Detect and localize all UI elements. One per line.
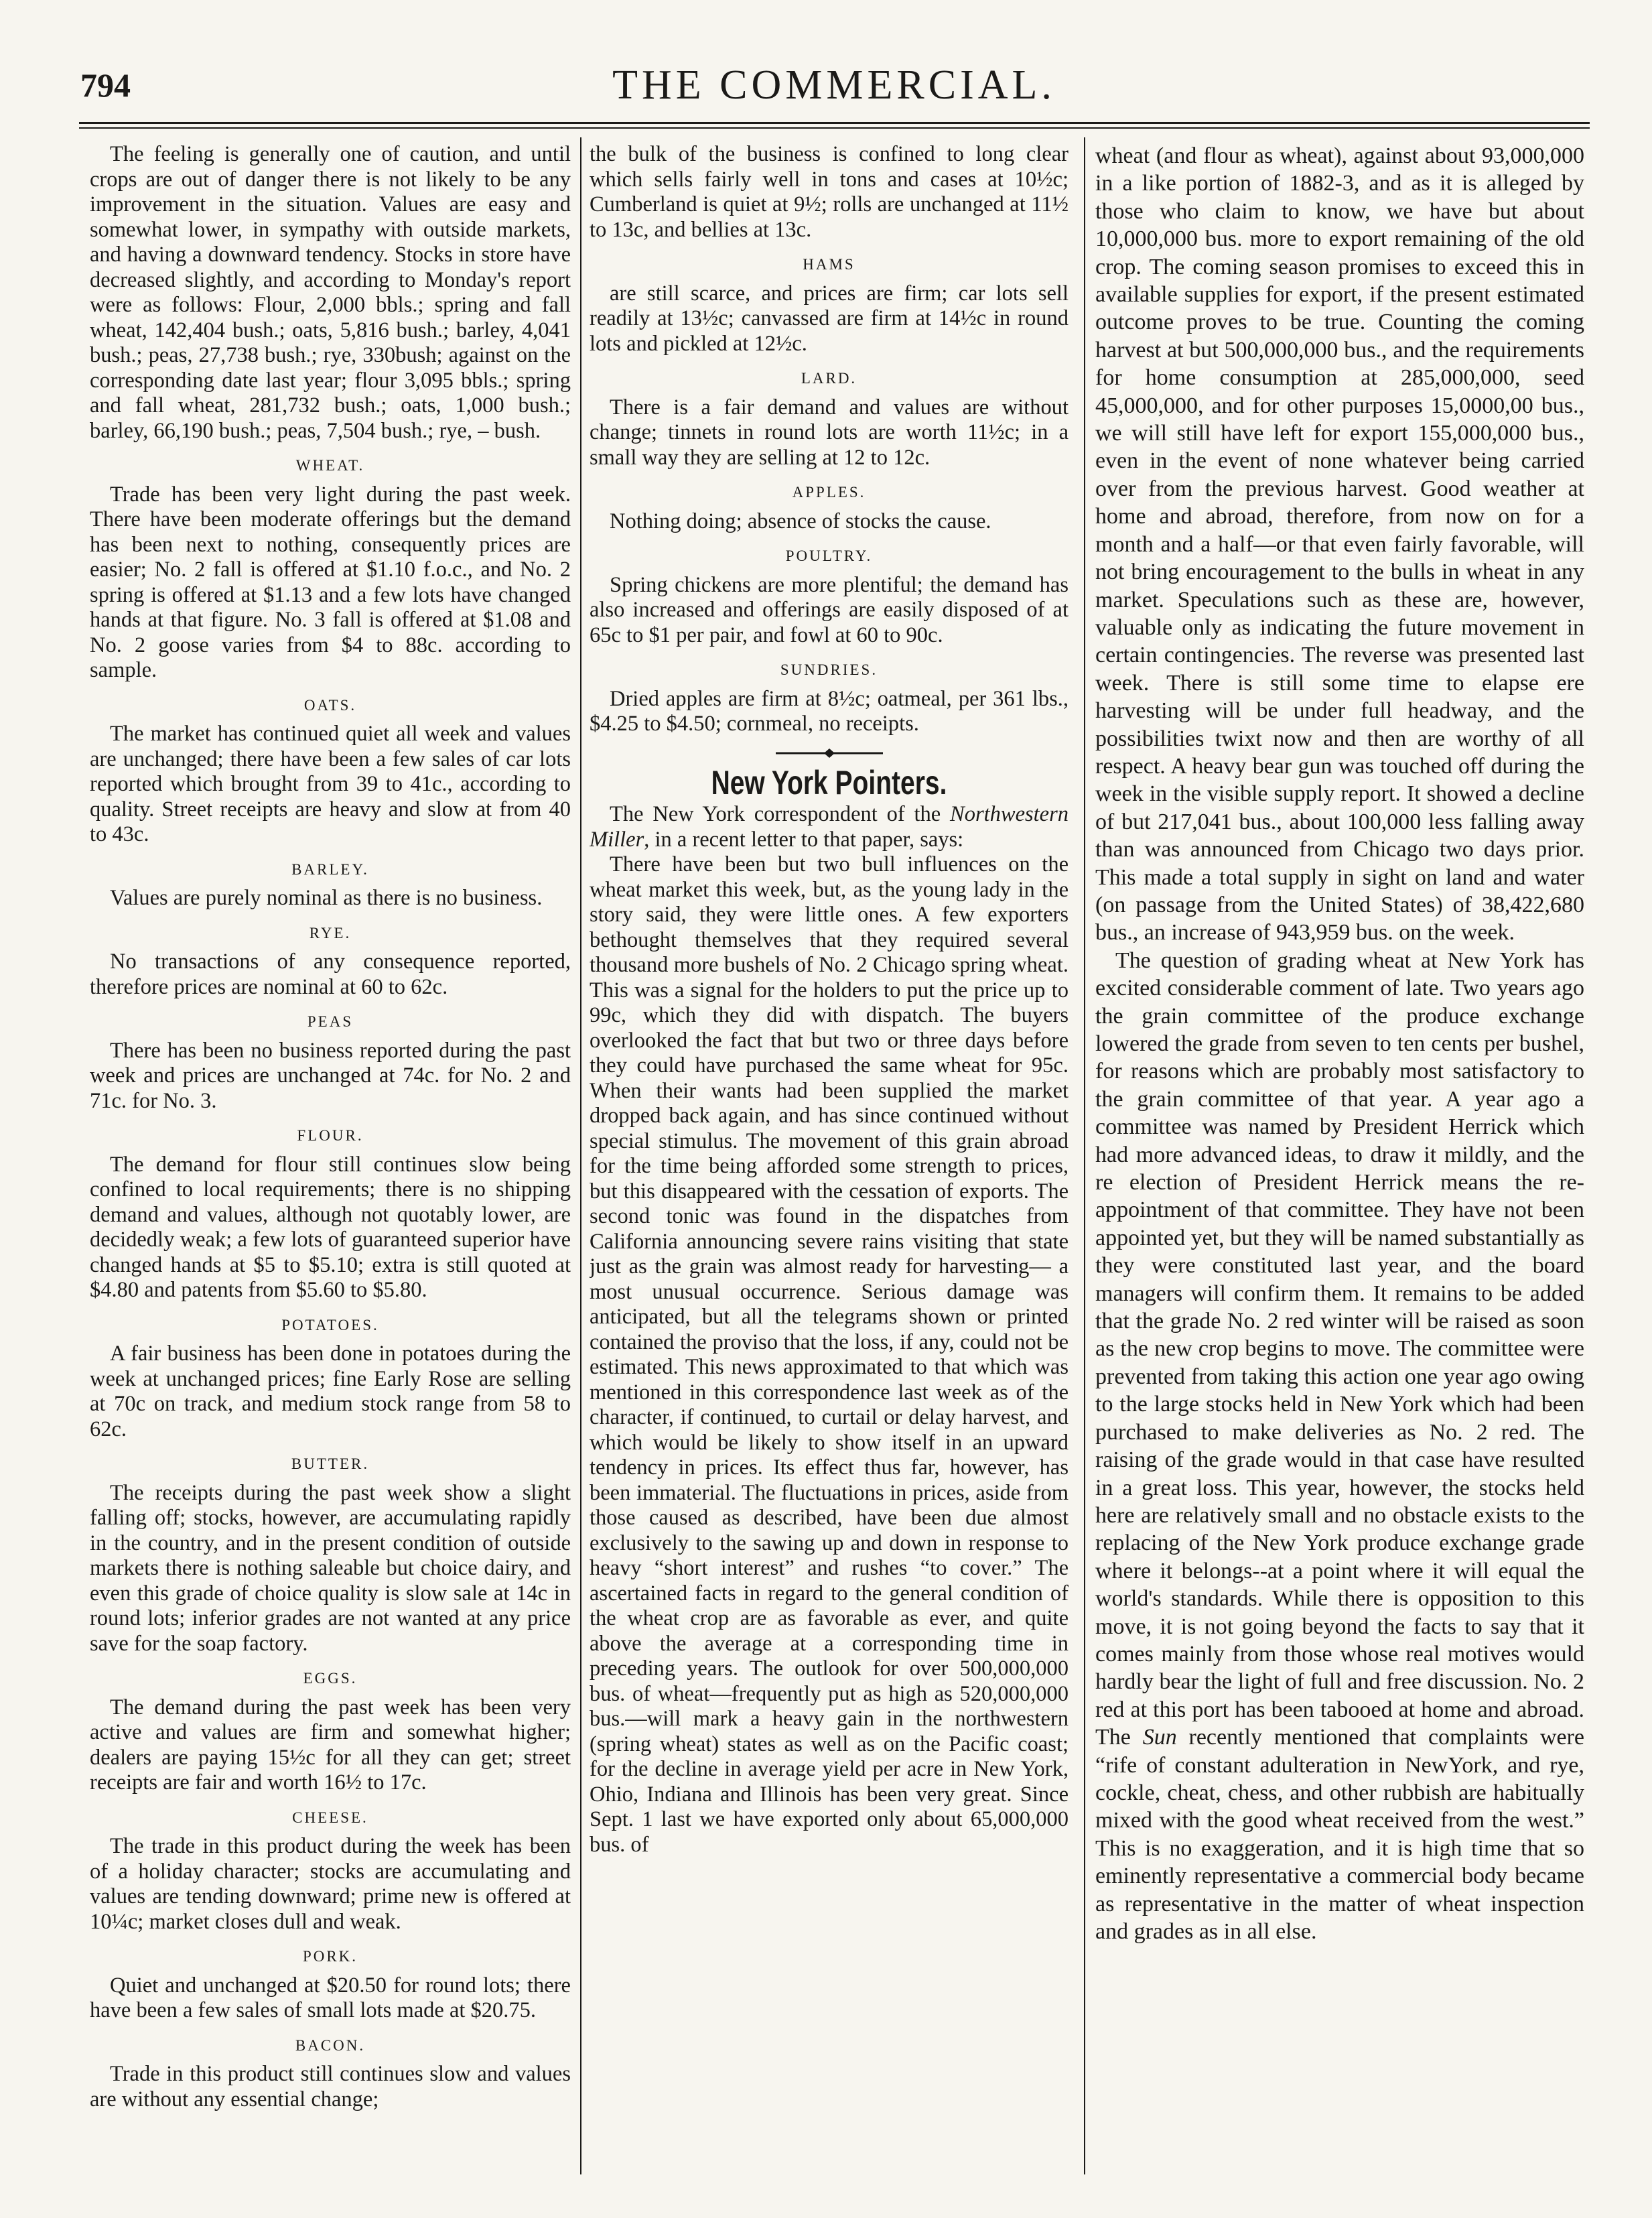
sundries-paragraph: Dried apples are firm at 8½c; oatmeal, per 361 lbs., $4.25 to $4.50; cornmeal, no receipts. (590, 686, 1069, 736)
section-heading: BACON. (295, 2036, 366, 2054)
bacon-paragraph: Trade in this product still continues slow and values are without any essential change; (90, 2062, 571, 2111)
column-1 (90, 142, 571, 2172)
rye-paragraph: No transactions of any consequence reported, therefore prices are nominal at 60 to 62c. (90, 950, 571, 999)
hams-paragraph: are still scarce, and prices are firm; car lots sell readily at 13½c; canvassed are firm at 14½c in round lots and pickled at 12½c. (590, 281, 1069, 356)
market-intro: The feeling is generally one of caution, and until crops are out of danger there is not likely to be any improvement in the situation. Values are easy and somewhat lower, in sympathy with outside markets, and having a downward tendency. Stocks in store have decreased slightly, and according to Monday's report were as follows: Flour, 2,000 bbls.; spring and fall wheat, 142,404 bush.; oats, 5,816 bush.; barley, 4,041 bush.; peas, 27,738 bush.; rye, 330bush; against on the corresponding date last year; flour 3,095 bbls.; spring and fall wheat, 281,732 bush.; oats, 1,000 bush.; barley, 66,190 bush.; peas, 7,504 bush.; rye, – bush. (90, 142, 571, 443)
pork-paragraph: Quiet and unchanged at $20.50 for round lots; there have been a few sales of small lots made at $20.75. (90, 1973, 571, 2022)
section-heading: HAMS (803, 256, 855, 273)
section-heading: SUNDRIES. (780, 661, 878, 678)
publication-name: Northwestern Miller (590, 802, 1069, 852)
section-heading: EGGS. (303, 1670, 358, 1687)
article-intro (590, 802, 1069, 852)
section-heading: PORK. (302, 1948, 358, 1965)
column-divider (580, 137, 581, 2174)
grading-text: The question of grading wheat at New York has excited considerable comment of late. Two years ago the grain committee of the produce exchange lowered the grade from seven to ten cents per bushel, for reasons which are probably most satisfactory to the grain committee of that year. A year ago a committee was named by President Herrick which had more advanced ideas, to draw it mildly, and the re election of President Herrick means the re-appointment of that committee. They have not been appointed yet, but they will be named substantially as they were constituted last year, and the board managers will confirm them. It remains to be added that the grade No. 2 red winter will be raised as soon as the new crop begins to move. The committee were prevented from taking this action one year ago owing to the large stocks held in New York which had been purchased to make deliveries as No. 2 red. The raising of the grade would in that case have resulted in a great loss. This year, however, the stocks held here are relatively small and no obstacle exists to the replacing of the New York produce exchange grade where it belongs--at a point where it will equal the world's standards. While there is opposition to this move, it is not going beyond the facts to say that it comes mainly from those whose real motives would hardly bear the light of full and free discussion. No. 2 red at this port has been tabooed at home and abroad. The (1095, 948, 1584, 1750)
article-intro-lead: The New York correspondent of the (610, 802, 951, 826)
lard-paragraph: There is a fair demand and values are without change; tinnets in round lots are worth 11½c; in a small way they are selling at 12 to 12c. (590, 395, 1069, 470)
article-continued: wheat (and flour as wheat), against about 93,000,000 in a like portion of 1882-3, and as it is alleged by those who claim to know, we have but about 10,000,000 bus. more to export remaining of the old crop. The coming season promises to exceed this in available supplies for export, if the present estimated outcome proves to be true. Counting the coming harvest at but 500,000,000 bus., and the requirements for home consumption at 285,000,000, seed 45,000,000, and for other purposes 15,0000,00 bus., we will still have left for export 155,000,000 bus., even in the event of none whatever being carried over from the previous harvest. Good weather at home and abroad, therefore, from now on for a month and a half—or that even fairly favorable, will not bring encouragement to the bulls in wheat in any market. Speculations such as these are, however, valuable only as indicating the future movement in certain contingencies. The reverse was presented last week. There is still some time to elapse ere harvesting will be under full headway, and the possibilities twixt now and then are worthy of all respect. A heavy bear gun was touched off during the week in the visible supply report. It showed a decline of but 217,041 bus., about 100,000 less falling away than was announced from Chicago two days prior. This made a total supply in sight on land and water (on passage from the United States) of 38,422,680 bus., an increase of 943,959 bus. on the week. (1095, 143, 1584, 945)
article-intro-tail: , in a recent letter to that paper, says: (644, 827, 964, 852)
wheat-paragraph: Trade has been very light during the past week. There have been moderate offerings but the demand has been next to nothing, consequently prices are easier; No. 2 fall is offered at $1.10 f.o.c., and No. 2 spring is offered at $1.13 and a few lots have changed hands at that figure. No. 3 fall is offered at $1.08 and No. 2 goose varies from $4 to 88c. according to sample. (90, 482, 571, 682)
section-heading: LARD. (801, 370, 857, 387)
column-divider (1084, 137, 1085, 2174)
column-3 (1095, 142, 1584, 2172)
masthead-rule-thin (79, 127, 1590, 129)
eggs-paragraph: The demand during the past week has been very active and values are firm and somewhat higher; dealers are paying 15½c for all they can get; street receipts are fair and worth 16½ to 17c. (90, 1695, 571, 1795)
article-title: New York Pointers. (711, 763, 947, 801)
section-heading: FLOUR. (297, 1127, 364, 1144)
section-heading: BUTTER. (291, 1455, 370, 1472)
peas-paragraph: There has been no business reported during the past week and prices are unchanged at 74c. for No. 2 and 71c. for No. 3. (90, 1038, 571, 1113)
bacon-continued: the bulk of the business is confined to long clear which sells fairly well in tons and cases at 10½c; Cumberland is quiet at 9½; rolls are unchanged at 11½ to 13c, and bellies at 13c. (590, 142, 1069, 242)
section-heading: OATS. (303, 696, 357, 714)
grading-text-end: recently mentioned that complaints were “rife of constant adulteration in NewYork, and rye, cockle, cheat, chess, and other rubbish are habitually mixed with the good wheat received from the west.” This is no exaggeration, and it is high time that so eminently representative a commercial body became as representative in the matter of wheat inspection and grades as in all else. (1095, 1725, 1584, 1944)
section-heading: POULTRY. (785, 547, 873, 564)
section-heading: WHEAT. (295, 457, 365, 474)
page-number: 794 (80, 66, 131, 104)
potatoes-paragraph: A fair business has been done in potatoes during the week at unchanged prices; fine Early Rose are selling at 70c on track, and medium stock range from 58 to 62c. (90, 1342, 571, 1441)
apples-paragraph: Nothing doing; absence of stocks the cause. (610, 509, 991, 533)
masthead-rule (79, 122, 1590, 124)
grading-paragraph (1095, 947, 1584, 1946)
barley-paragraph: Values are purely nominal as there is no business. (110, 886, 543, 910)
oats-paragraph: The market has continued quiet all week and values are unchanged; there have been a few sales of car lots reported which brought from 39 to 41c., according to quality. Street receipts are heavy and slow at from 40 to 43c. (90, 722, 571, 846)
section-heading: CHEESE. (292, 1809, 368, 1826)
publication-title: THE COMMERCIAL. (612, 62, 1056, 108)
section-heading: APPLES. (792, 484, 866, 501)
poultry-paragraph: Spring chickens are more plentiful; the demand has also increased and offerings are easily disposed of at 65c to $1 per pair, and fowl at 60 to 90c. (590, 572, 1069, 647)
butter-paragraph: The receipts during the past week show a slight falling off; stocks, however, are accumulating rapidly in the country, and in the present condition of outside markets there is nothing saleable but choice dairy, and even this grade of choice quality is slow sale at 14c in round lots; inferior grades are not wanted at any price save for the soap factory. (90, 1480, 571, 1656)
masthead (80, 62, 1588, 119)
ornament-divider-icon (776, 748, 883, 759)
section-heading: RYE. (309, 924, 352, 941)
column-2 (590, 142, 1069, 2172)
flour-paragraph: The demand for flour still continues slow being confined to local requirements; there is no shipping demand and values, although not quotably lower, are decidedly weak; a few lots of guaranteed superior have changed hands at $5 to $5.10; extra is still quoted at $4.80 and patents from $5.60 to $5.80. (90, 1152, 571, 1302)
newspaper-name: Sun (1142, 1725, 1177, 1750)
section-heading: POTATOES. (281, 1316, 379, 1333)
section-heading: BARLEY. (291, 860, 369, 878)
section-heading: PEAS (307, 1013, 354, 1030)
cheese-paragraph: The trade in this product during the week has been of a holiday character; stocks are accumulating and values are tending downward; prime new is offered at 10¼c; market closes dull and weak. (90, 1834, 571, 1934)
article-body: There have been but two bull influences on the wheat market this week, but, as the young lady in the story said, they were little ones. A few exporters bethought themselves that they required several thousand more bushels of No. 2 Chicago spring wheat. This was a signal for the holders to put the price up to 99c, which they did with dispatch. The buyers overlooked the fact that but two or three days before they could have purchased the same wheat for 95c. When their wants had been supplied the market dropped back again, and has since continued without special stimulus. The movement of this grain abroad for the time being afforded some strength to prices, but this disappeared with the cessation of exports. The second tonic was found in the dispatches from California announcing severe rains visiting that state just as the grain was almost ready for harvesting— a most unusual occurrence. Serious damage was anticipated, but all the telegrams shown or printed contained the proviso that the loss, if any, could not be estimated. This news approximated to that which was mentioned in this correspondence last week as of the character, if continued, to curtail or delay harvest, and which would be likely to show itself in an upward tendency in prices. Its effect thus far, however, has been immaterial. The fluctuations in prices, aside from those caused as described, have been due almost exclusively to the sawing up and down in response to heavy “short interest” and rushes “to cover.” The ascertained facts in regard to the general condition of the wheat crop are as favorable as ever, and quite above the average at a corresponding time in preceding years. The outlook for over 500,000,000 bus. of wheat—frequently put as high as 520,000,000 bus.—will mark a heavy gain in the northwestern (spring wheat) states as well as on the Pacific coast; for the decline in average yield per acre in New York, Ohio, Indiana and Illinois has been very great. Since Sept. 1 last we have exported only about 65,000,000 bus. of (590, 852, 1069, 1857)
